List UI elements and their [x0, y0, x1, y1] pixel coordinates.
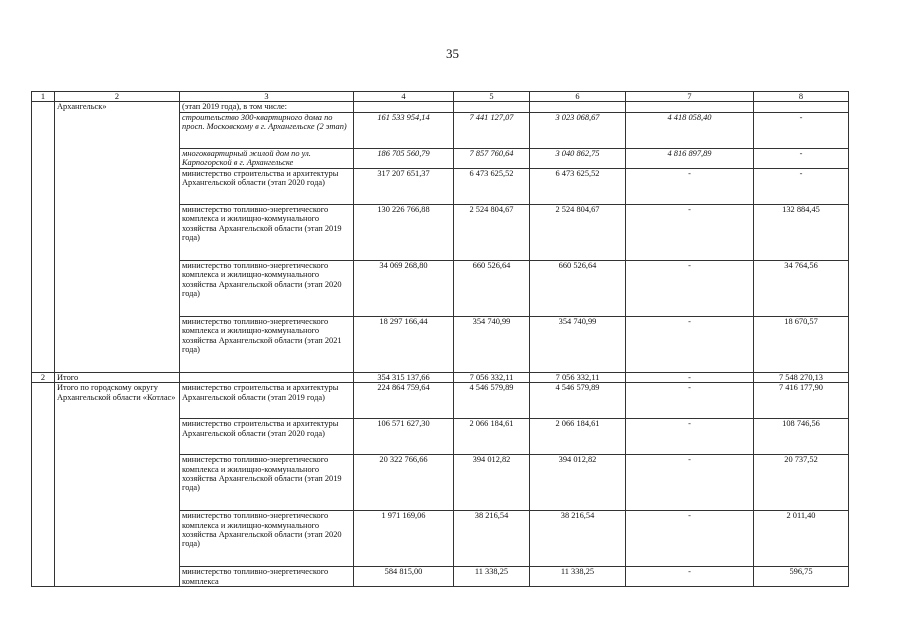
- federal-cell: 2 066 184,61: [454, 419, 530, 455]
- federal-cell: [454, 102, 530, 113]
- header-cell: 3: [180, 92, 354, 102]
- total-cell: [354, 102, 454, 113]
- regional-cell: 394 012,82: [530, 455, 626, 511]
- header-cell: 7: [626, 92, 754, 102]
- row-number-cell: [32, 149, 55, 169]
- total-cell: 106 571 627,30: [354, 419, 454, 455]
- federal-cell: 7 441 127,07: [454, 113, 530, 149]
- regional-cell: 354 740,99: [530, 317, 626, 373]
- table-body: [32, 102, 849, 587]
- local-cell: 7 548 270,13: [754, 373, 849, 383]
- federal-cell: 7 056 332,11: [454, 373, 530, 383]
- description-cell: министерство топливно-энергетического комплекса и жилищно-коммунального хозяйства Архангельской области (этап 2020 года): [180, 261, 354, 317]
- local-cell: 596,75: [754, 567, 849, 587]
- table-row: [32, 419, 849, 455]
- regional-cell: 7 056 332,11: [530, 373, 626, 383]
- total-cell: 20 322 766,66: [354, 455, 454, 511]
- regional-cell: 11 338,25: [530, 567, 626, 587]
- header-row: [32, 92, 849, 102]
- description-cell: министерство строительства и архитектуры Архангельской области (этап 2020 года): [180, 169, 354, 205]
- program-cell: [55, 317, 180, 373]
- description-cell: министерство топливно-энергетического комплекса и жилищно-коммунального хозяйства Архангельской области (этап 2021 года): [180, 317, 354, 373]
- program-cell: [55, 511, 180, 567]
- row-number-cell: [32, 261, 55, 317]
- regional-cell: 660 526,64: [530, 261, 626, 317]
- description-cell: министерство топливно-энергетического комплекса: [180, 567, 354, 587]
- program-cell: [55, 149, 180, 169]
- budget-table: [31, 91, 849, 587]
- description-cell: строительство 300-квартирного дома по просп. Московскому в г. Архангельске (2 этап): [180, 113, 354, 149]
- program-cell: [55, 261, 180, 317]
- federal-cell: 11 338,25: [454, 567, 530, 587]
- row-number-cell: [32, 511, 55, 567]
- description-cell: министерство строительства и архитектуры Архангельской области (этап 2019 года): [180, 383, 354, 419]
- table-row: [32, 373, 849, 383]
- local-cell: -: [754, 149, 849, 169]
- federal-cell: 6 473 625,52: [454, 169, 530, 205]
- federal-cell: 394 012,82: [454, 455, 530, 511]
- description-cell: министерство топливно-энергетического комплекса и жилищно-коммунального хозяйства Архангельской области (этап 2019 года): [180, 205, 354, 261]
- table-row: [32, 149, 849, 169]
- table-row: [32, 567, 849, 587]
- total-cell: 186 705 560,79: [354, 149, 454, 169]
- header-cell: 2: [55, 92, 180, 102]
- local-cell: -: [754, 169, 849, 205]
- local-cell: 2 011,40: [754, 511, 849, 567]
- description-cell: многоквартирный жилой дом по ул. Карпогорской в г. Архангельске: [180, 149, 354, 169]
- total-cell: 354 315 137,66: [354, 373, 454, 383]
- federal-cell: 4 546 579,89: [454, 383, 530, 419]
- row-number-cell: [32, 205, 55, 261]
- federal-cell: 660 526,64: [454, 261, 530, 317]
- regional-cell: 4 546 579,89: [530, 383, 626, 419]
- program-cell: [55, 113, 180, 149]
- fund-cell: -: [626, 511, 754, 567]
- row-number-cell: [32, 383, 55, 419]
- description-cell: министерство топливно-энергетического комплекса и жилищно-коммунального хозяйства Архангельской области (этап 2019 года): [180, 455, 354, 511]
- table-row: [32, 169, 849, 205]
- row-number-cell: [32, 455, 55, 511]
- local-cell: -: [754, 113, 849, 149]
- regional-cell: 3 023 068,67: [530, 113, 626, 149]
- fund-cell: -: [626, 205, 754, 261]
- header-cell: 4: [354, 92, 454, 102]
- federal-cell: 354 740,99: [454, 317, 530, 373]
- table-row: [32, 511, 849, 567]
- federal-cell: 2 524 804,67: [454, 205, 530, 261]
- fund-cell: -: [626, 455, 754, 511]
- row-number-cell: [32, 567, 55, 587]
- header-cell: 5: [454, 92, 530, 102]
- local-cell: 7 416 177,90: [754, 383, 849, 419]
- program-cell: Итого: [55, 373, 180, 383]
- table-row: [32, 205, 849, 261]
- fund-cell: -: [626, 169, 754, 205]
- row-number-cell: [32, 102, 55, 113]
- total-cell: 18 297 166,44: [354, 317, 454, 373]
- local-cell: 20 737,52: [754, 455, 849, 511]
- regional-cell: 6 473 625,52: [530, 169, 626, 205]
- header-cell: 8: [754, 92, 849, 102]
- program-cell: Архангельск»: [55, 102, 180, 113]
- row-number-cell: [32, 113, 55, 149]
- description-cell: [180, 373, 354, 383]
- description-cell: министерство строительства и архитектуры Архангельской области (этап 2020 года): [180, 419, 354, 455]
- local-cell: [754, 102, 849, 113]
- table-row: [32, 317, 849, 373]
- program-cell: [55, 205, 180, 261]
- fund-cell: -: [626, 419, 754, 455]
- fund-cell: -: [626, 317, 754, 373]
- fund-cell: -: [626, 261, 754, 317]
- row-number-cell: [32, 169, 55, 205]
- regional-cell: 2 524 804,67: [530, 205, 626, 261]
- local-cell: 108 746,56: [754, 419, 849, 455]
- program-cell: [55, 169, 180, 205]
- program-cell: [55, 567, 180, 587]
- fund-cell: -: [626, 567, 754, 587]
- description-cell: министерство топливно-энергетического комплекса и жилищно-коммунального хозяйства Архангельской области (этап 2020 года): [180, 511, 354, 567]
- total-cell: 161 533 954,14: [354, 113, 454, 149]
- total-cell: 1 971 169,06: [354, 511, 454, 567]
- regional-cell: 2 066 184,61: [530, 419, 626, 455]
- total-cell: 34 069 268,80: [354, 261, 454, 317]
- row-number-cell: [32, 419, 55, 455]
- total-cell: 130 226 766,88: [354, 205, 454, 261]
- local-cell: 34 764,56: [754, 261, 849, 317]
- header-cell: 1: [32, 92, 55, 102]
- program-cell: [55, 419, 180, 455]
- fund-cell: 4 418 058,40: [626, 113, 754, 149]
- table-row: [32, 383, 849, 419]
- fund-cell: [626, 102, 754, 113]
- row-number-cell: 2: [32, 373, 55, 383]
- table-row: [32, 113, 849, 149]
- description-cell: (этап 2019 года), в том числе:: [180, 102, 354, 113]
- regional-cell: 38 216,54: [530, 511, 626, 567]
- regional-cell: [530, 102, 626, 113]
- table-row: [32, 102, 849, 113]
- fund-cell: -: [626, 383, 754, 419]
- federal-cell: 38 216,54: [454, 511, 530, 567]
- program-cell: [55, 455, 180, 511]
- table-row: [32, 261, 849, 317]
- local-cell: 18 670,57: [754, 317, 849, 373]
- total-cell: 317 207 651,37: [354, 169, 454, 205]
- fund-cell: 4 816 897,89: [626, 149, 754, 169]
- total-cell: 584 815,00: [354, 567, 454, 587]
- total-cell: 224 864 759,64: [354, 383, 454, 419]
- federal-cell: 7 857 760,64: [454, 149, 530, 169]
- program-cell: Итого по городскому округу Архангельской области «Котлас»: [55, 383, 180, 419]
- local-cell: 132 884,45: [754, 205, 849, 261]
- table-row: [32, 455, 849, 511]
- regional-cell: 3 040 862,75: [530, 149, 626, 169]
- header-cell: 6: [530, 92, 626, 102]
- page-number: 35: [446, 46, 459, 61]
- row-number-cell: [32, 317, 55, 373]
- fund-cell: -: [626, 373, 754, 383]
